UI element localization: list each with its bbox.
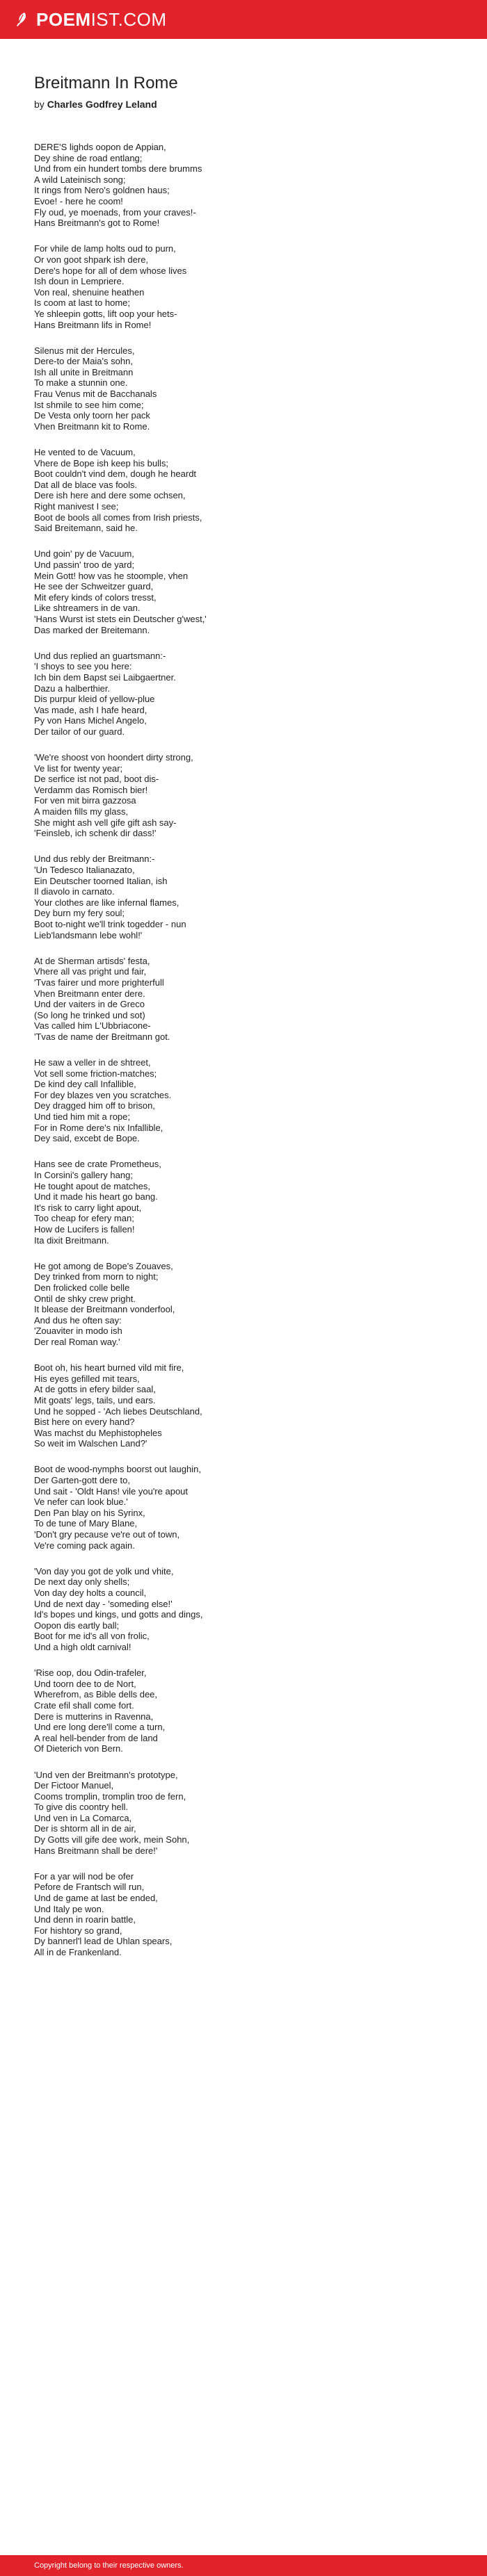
poem-line: Der Garten-gott dere to, bbox=[34, 1475, 131, 1486]
poem-stanza bbox=[34, 345, 452, 432]
poem-line: DERE'S lighds oopon de Appian, bbox=[34, 142, 166, 152]
poem-line: Dis purpur kleid of yellow-plue bbox=[34, 694, 155, 705]
poem-line: Und ere long dere'll come a turn, bbox=[34, 1722, 166, 1733]
poem-line: 'Feinsleb, ich schenk dir dass!' bbox=[34, 828, 157, 839]
poem-line: Und he sopped - 'Ach liebes Deutschland, bbox=[34, 1405, 202, 1417]
poem-line: He tought apout de matches, bbox=[34, 1180, 150, 1191]
poem-line: Ich bin dem Bapst sei Laibgaertner. bbox=[34, 671, 176, 683]
poem-line: Or von goot shpark ish dere, bbox=[34, 254, 149, 265]
poem-line: 'I shoys to see you here: bbox=[34, 661, 132, 672]
poem-line: Is coom at last to home; bbox=[34, 297, 131, 309]
quill-logo-icon bbox=[13, 11, 29, 28]
poem-line: Der is shtorm all in de air, bbox=[34, 1823, 136, 1834]
poem-line: Dy bannerl'l lead de Uhlan spears, bbox=[34, 1936, 173, 1947]
poem-line: Verdamm das Romisch bier! bbox=[34, 784, 148, 795]
poem-line: To give dis coontry hell. bbox=[34, 1802, 129, 1813]
poem-stanza bbox=[34, 548, 452, 635]
poem-line: Und goin' py de Vacuum, bbox=[34, 548, 134, 560]
poem-line: For a yar will nod be ofer bbox=[34, 1870, 134, 1882]
poem-line: 'We're shoost von hoondert dirty strong, bbox=[34, 752, 193, 763]
poem-line: Der Fictoor Manuel, bbox=[34, 1780, 114, 1791]
poem-line: (So long he trinked und sot) bbox=[34, 1009, 145, 1020]
poem-line: Vas called him L'Ubbriacone- bbox=[34, 1020, 151, 1032]
poem-line: At de gotts in efery bilder saal, bbox=[34, 1384, 156, 1395]
poem-line: Und de next day - 'someding else!' bbox=[34, 1598, 173, 1609]
poem-line: Mit efery kinds of colors tresst, bbox=[34, 592, 157, 603]
poem-line: Vhen Breitmann kit to Rome. bbox=[34, 421, 150, 432]
poem-stanza bbox=[34, 243, 452, 330]
poem-line: De Vesta only toorn her pack bbox=[34, 410, 150, 421]
poem-line: Dey dragged him off to brison, bbox=[34, 1100, 155, 1111]
poem-line: Dey trinked from morn to night; bbox=[34, 1271, 159, 1282]
poem-line: Und de game at last be ended, bbox=[34, 1893, 158, 1904]
poem-line: He vented to de Vacuum, bbox=[34, 447, 136, 458]
poem-line: Ish doun in Lempriere. bbox=[34, 276, 125, 287]
poem-line: Cooms tromplin, tromplin troo de fern, bbox=[34, 1791, 186, 1802]
poem-line: Boot to-night we'll trink togedder - nun bbox=[34, 918, 186, 929]
poem-line: Dey said, excebt de Bope. bbox=[34, 1133, 140, 1144]
poem-line: Like shtreamers in de van. bbox=[34, 603, 141, 614]
poem-line: 'Hans Wurst ist stets ein Deutscher g'west,' bbox=[34, 613, 207, 624]
poem-line: Vas made, ash I hafe heard, bbox=[34, 704, 147, 715]
poem-line: 'Un Tedesco Italianazato, bbox=[34, 865, 135, 875]
poem-line: Py von Hans Michel Angelo, bbox=[34, 715, 147, 726]
poem-line: Hans Breitmann's got to Rome! bbox=[34, 218, 160, 229]
poem-author: Charles Godfrey Leland bbox=[47, 99, 157, 110]
poem-stanza bbox=[34, 142, 452, 229]
poem-line: For dey blazes ven you scratches. bbox=[34, 1089, 172, 1100]
poem-line: Wherefrom, as Bible dells dee, bbox=[34, 1689, 158, 1700]
poem-line: It's risk to carry light apout, bbox=[34, 1202, 142, 1213]
poem-line: Das marked der Breitemann. bbox=[34, 624, 150, 635]
poem-line: Mein Gott! how vas he stoomple, vhen bbox=[34, 570, 189, 581]
poem-line: Said Breitemann, said he. bbox=[34, 523, 138, 534]
poem-line: Crate efil shall come fort. bbox=[34, 1699, 134, 1711]
footer bbox=[0, 2555, 487, 2576]
poem-stanza bbox=[34, 447, 452, 534]
poem-line: Den frolicked colle belle bbox=[34, 1282, 130, 1293]
site-logo[interactable] bbox=[13, 10, 167, 28]
poem-line: Boot couldn't vind dem, dough he heardt bbox=[34, 468, 197, 480]
poem-line: Right manivest I see; bbox=[34, 501, 119, 512]
poem-line: To make a stunnin one. bbox=[34, 377, 128, 389]
top-bar bbox=[0, 0, 487, 39]
poem-stanza bbox=[34, 1057, 452, 1144]
by-label: by bbox=[34, 99, 45, 110]
logo-text bbox=[36, 10, 167, 28]
poem-line: Dere ish here and dere some ochsen, bbox=[34, 490, 186, 501]
poem-line: And dus he often say: bbox=[34, 1314, 122, 1326]
poem-line: Il diavolo in carnato. bbox=[34, 886, 115, 897]
poem-line: 'Von day you got de yolk und vhite, bbox=[34, 1565, 174, 1576]
poem-line: Ist shmile to see him come; bbox=[34, 399, 144, 410]
poem-stanza bbox=[34, 854, 452, 940]
poem-line: Hans Breitmann shall be dere!' bbox=[34, 1845, 158, 1856]
poem-line: Ontil de shky crew pright. bbox=[34, 1293, 136, 1304]
poem-stanza bbox=[34, 1261, 452, 1348]
poem-line: Und denn in roarin battle, bbox=[34, 1914, 136, 1925]
poem-line: Oopon dis eartly ball; bbox=[34, 1620, 120, 1631]
poem-line: Boot oh, his heart burned vild mit fire, bbox=[34, 1362, 184, 1373]
poem-line: 'Tvas fairer und more prighterfull bbox=[34, 977, 164, 988]
poem-line: A real hell-bender from de land bbox=[34, 1732, 158, 1743]
poem-line: He got among de Bope's Zouaves, bbox=[34, 1260, 173, 1271]
poem-line: Von real, shenuine heathen bbox=[34, 286, 145, 297]
poem-line: How de Lucifers is fallen! bbox=[34, 1224, 135, 1234]
footer-copyright: Copyright belong to their respective owners. bbox=[34, 2561, 184, 2570]
poem-line: She might ash vell gife gift ash say- bbox=[34, 817, 177, 828]
poem-stanza bbox=[34, 1159, 452, 1246]
poem-body bbox=[34, 142, 452, 1958]
poem-line: Und toorn dee to de Nort, bbox=[34, 1678, 136, 1689]
poem-line: De serfice ist not pad, boot dis- bbox=[34, 774, 159, 785]
poem-line: Dere's hope for all of dem whose lives bbox=[34, 265, 187, 276]
poem-content bbox=[34, 72, 452, 1973]
poem-line: In Corsini's gallery hang; bbox=[34, 1170, 133, 1181]
poem-line: Boot de bools all comes from Irish priests, bbox=[34, 512, 202, 523]
poem-stanza bbox=[34, 956, 452, 1043]
poem-line: To de tune of Mary Blane, bbox=[34, 1518, 138, 1529]
poem-line: Silenus mit der Hercules, bbox=[34, 345, 135, 356]
poem-line: For in Rome dere's nix Infallible, bbox=[34, 1122, 163, 1133]
poem-line: Evoe! - here he coom! bbox=[34, 195, 123, 206]
poem-stanza bbox=[34, 651, 452, 737]
poem-byline bbox=[34, 97, 452, 111]
poem-line: For hishtory so grand, bbox=[34, 1925, 122, 1936]
poem-line: Hans Breitmann lifs in Rome! bbox=[34, 319, 152, 330]
poem-line: Vot sell some friction-matches; bbox=[34, 1068, 157, 1079]
poem-line: Und dus rebly der Breitmann:- bbox=[34, 854, 155, 865]
poem-line: 'Don't gry pecause ve're out of town, bbox=[34, 1529, 180, 1540]
poem-line: De kind dey call Infallible, bbox=[34, 1079, 136, 1090]
poem-line: Boot for me id's all von frolic, bbox=[34, 1631, 150, 1642]
poem-line: Der real Roman way.' bbox=[34, 1336, 120, 1347]
poem-line: Und dus replied an guartsmann:- bbox=[34, 650, 166, 661]
poem-line: Und passin' troo de yard; bbox=[34, 559, 135, 570]
poem-stanza bbox=[34, 752, 452, 839]
poem-stanza bbox=[34, 1770, 452, 1857]
poem-line: For ven mit birra gazzosa bbox=[34, 795, 136, 806]
poem-line: Ve nefer can look blue.' bbox=[34, 1497, 128, 1508]
poem-stanza bbox=[34, 1566, 452, 1653]
poem-line: Den Pan blay on his Syrinx, bbox=[34, 1507, 145, 1518]
logo-text-bold: POEM bbox=[36, 9, 91, 30]
poem-line: Your clothes are like infernal flames, bbox=[34, 897, 179, 908]
poem-line: Dy Gotts vill gife dee work, mein Sohn, bbox=[34, 1834, 190, 1845]
poem-line: Und ven in La Comarca, bbox=[34, 1812, 132, 1823]
poem-line: A maiden fills my glass, bbox=[34, 806, 129, 817]
poem-line: Dere-to der Maia's sohn, bbox=[34, 356, 133, 367]
poem-line: It rings from Nero's goldnen haus; bbox=[34, 185, 170, 196]
poem-stanza bbox=[34, 1362, 452, 1449]
poem-line: Fly oud, ye moenads, from your craves!- bbox=[34, 206, 196, 218]
poem-line: Lieb'landsmann lebe wohl!' bbox=[34, 929, 143, 940]
poem-line: Und from ein hundert tombs dere brumms bbox=[34, 163, 202, 174]
poem-line: So weit im Walschen Land?' bbox=[34, 1438, 147, 1449]
poem-line: Boot de wood-nymphs boorst out laughin, bbox=[34, 1464, 201, 1475]
poem-line: Ye shleepin gotts, lift oop your hets- bbox=[34, 308, 177, 319]
poem-stanza bbox=[34, 1464, 452, 1551]
poem-line: Und Italy pe won. bbox=[34, 1903, 104, 1914]
poem-line: Vhen Breitmann enter dere. bbox=[34, 988, 145, 999]
poem-line: Vhere all vas pright und fair, bbox=[34, 966, 147, 977]
poem-line: Bist here on every hand? bbox=[34, 1417, 135, 1428]
poem-line: 'Rise oop, dou Odin-trafeler, bbox=[34, 1668, 147, 1679]
poem-line: Dere is mutterins in Ravenna, bbox=[34, 1711, 154, 1722]
poem-line: Mit goats' legs, tails, und ears. bbox=[34, 1394, 156, 1405]
poem-line: Frau Venus mit de Bacchanals bbox=[34, 389, 157, 400]
poem-line: Vhere de Bope ish keep his bulls; bbox=[34, 457, 168, 468]
poem-line: Hans see de crate Prometheus, bbox=[34, 1159, 161, 1170]
poem-line: Dat all de blace vas fools. bbox=[34, 479, 138, 490]
poem-line: All in de Frankenland. bbox=[34, 1947, 122, 1957]
poem-line: 'Und ven der Breitmann's prototype, bbox=[34, 1769, 178, 1780]
poem-line: Ish all unite in Breitmann bbox=[34, 366, 134, 377]
poem-line: He saw a veller in de shtreet, bbox=[34, 1057, 151, 1068]
poem-line: At de Sherman artisds' festa, bbox=[34, 955, 150, 966]
poem-line: Der tailor of our guard. bbox=[34, 726, 125, 737]
poem-title: Breitmann In Rome bbox=[34, 74, 178, 92]
poem-line: Was machst du Mephistopheles bbox=[34, 1427, 162, 1438]
poem-stanza bbox=[34, 1871, 452, 1958]
poem-line: It blease der Breitmann vonderfool, bbox=[34, 1304, 175, 1315]
poem-line: Und a high oldt carnival! bbox=[34, 1641, 131, 1652]
poem-line: His eyes gefilled mit tears, bbox=[34, 1373, 140, 1384]
poem-line: De next day only shells; bbox=[34, 1576, 130, 1588]
poem-line: Pefore de Frantsch will run, bbox=[34, 1882, 145, 1893]
poem-line: 'Tvas de name der Breitmann got. bbox=[34, 1031, 170, 1042]
poem-line: Dey burn my fery soul; bbox=[34, 908, 125, 919]
poem-line: Ita dixit Breitmann. bbox=[34, 1234, 109, 1246]
poem-line: He see der Schweitzer guard, bbox=[34, 581, 154, 592]
poem-line: A wild Lateinisch song; bbox=[34, 174, 126, 185]
poem-line: Ve're coming pack again. bbox=[34, 1540, 135, 1551]
poem-line: Id's bopes und kings, und gotts and dings, bbox=[34, 1609, 203, 1620]
poem-line: Und it made his heart go bang. bbox=[34, 1191, 158, 1203]
poem-line: Of Dieterich von Bern. bbox=[34, 1743, 123, 1754]
poem-line: Too cheap for efery man; bbox=[34, 1213, 134, 1224]
poem-line: Dey shine de road entlang; bbox=[34, 152, 143, 163]
poem-line: Von day dey holts a council, bbox=[34, 1588, 147, 1598]
poem-line: Ein Deutscher toorned Italian, ish bbox=[34, 875, 168, 886]
logo-text-light: IST.COM bbox=[90, 9, 167, 30]
poem-line: Ve list for twenty year; bbox=[34, 763, 123, 774]
poem-stanza bbox=[34, 1668, 452, 1754]
poem-line: Dazu a halberthier. bbox=[34, 683, 111, 694]
poem-line: For vhile de lamp holts oud to purn, bbox=[34, 243, 176, 254]
poem-line: 'Zouaviter in modo ish bbox=[34, 1326, 122, 1337]
poem-line: Und der vaiters in de Greco bbox=[34, 999, 145, 1010]
poem-line: Und sait - 'Oldt Hans! vile you're apout bbox=[34, 1485, 189, 1497]
poem-line: Und tied him mit a rope; bbox=[34, 1111, 131, 1123]
